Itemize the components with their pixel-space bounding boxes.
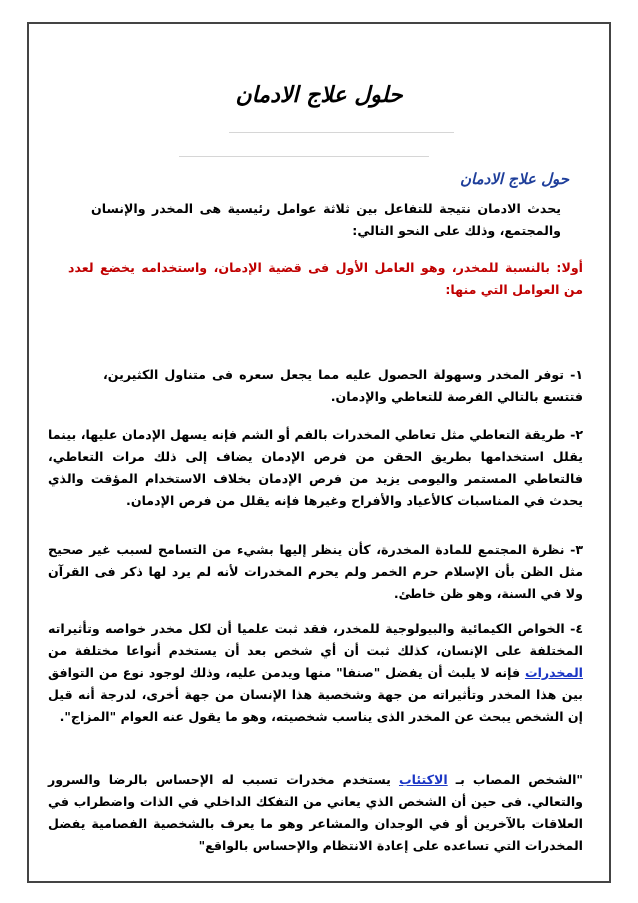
drugs-link[interactable]: المخدرات xyxy=(524,665,583,680)
header-divider xyxy=(229,132,454,133)
point-1 xyxy=(103,364,583,408)
point-4 xyxy=(48,618,583,728)
depression-link[interactable]: الاكتئاب xyxy=(398,772,448,787)
point-1-text: ١- توفر المخدر وسهولة الحصول عليه مما يجعل سعره فى متناول الكثيرين، فتتسع بالتالي الفرصة للتعاطي والإدمان. xyxy=(103,367,583,404)
section-heading: حول علاج الادمان xyxy=(460,170,569,188)
point-3-text: ٣- نظرة المجتمع للمادة المخدرة، كأن ينظر إليها بشيء من التسامح لسبب غير صحيح مثل الظن بأن الإسلام حرم الخمر ولم يحرم المخدرات لأنه لم يرد لها ذكر فى القرآن ولا في السنة، وهو ظن خاطئ. xyxy=(48,542,583,601)
page-border xyxy=(27,22,611,883)
header-divider-secondary xyxy=(179,156,429,157)
intro-text: يحدث الادمان نتيجة للتفاعل بين ثلاثة عوامل رئيسية هى المخدر والإنسان والمجتمع، وذلك على النحو التالي: xyxy=(91,201,561,238)
point-4-text-after: فإنه لا يلبث أن يفضل "صنفا" منها ويدمن عليه، وذلك لوجود نوع من التوافق بين هذا المخدر وتأثيراته من جهة وشخصية هذا الإنسان من جهة أخرى، لدرجة أنه قيل إن الشخص يبحث عن المخدر الذى يناسب شخصيته، وهو ما يقول عنه العوام "المزاج". xyxy=(48,665,583,724)
first-factor-text: أولا: بالنسبة للمخدر، وهو العامل الأول فى قضية الإدمان، واستخدامه يخضع لعدد من العوامل التي منها: xyxy=(68,260,583,297)
point-4-text xyxy=(48,618,583,728)
point-3 xyxy=(48,539,583,605)
quote-text-before: "الشخص المصاب بـ xyxy=(447,772,583,787)
point-2-text: ٢- طريقة التعاطي مثل تعاطي المخدرات بالفم أو الشم فإنه يسهل الإدمان عليها، بينما يقلل استخدامها بطريق الحقن من فرص الإدمان يضاف إلى ذلك مرات التعاطي، فالتعاطي المستمر واليومى يزيد من فرص الإدمان بخلاف الاستخدام المؤقت والذي يحدث في المناسبات كالأعياد والأفراح وغيرها فإنه يقلل من فرص الإدمان. xyxy=(48,427,583,508)
page-content xyxy=(29,24,609,881)
quote-text xyxy=(48,769,583,857)
page-title: حلول علاج الادمان xyxy=(235,82,403,108)
point-4-text-before: ٤- الخواص الكيمائية والبيولوجية للمخدر، فقد ثبت علميا أن لكل مخدر خواصه وتأثيراته المختلفة على الإنسان، كذلك ثبت أن أي شخص بعد أن يستخدم أنواعا مختلفة من xyxy=(48,621,583,658)
point-2 xyxy=(48,424,583,512)
quote-text-after: يستخدم مخدرات تسبب له الإحساس بالرضا والسرور والتعالي. فى حين أن الشخص الذي يعاني من التفكك الداخلي في الذات واضطراب في العلاقات بالآخرين أو في الوجدان والمشاعر وهو ما يعرف بالشخصية الفصامية يفضل المخدرات التي تساعده على إعادة الانتظام والإحساس بالواقع" xyxy=(48,772,583,853)
first-factor-paragraph xyxy=(68,257,583,301)
intro-paragraph xyxy=(91,198,561,242)
quote-paragraph xyxy=(48,769,583,857)
